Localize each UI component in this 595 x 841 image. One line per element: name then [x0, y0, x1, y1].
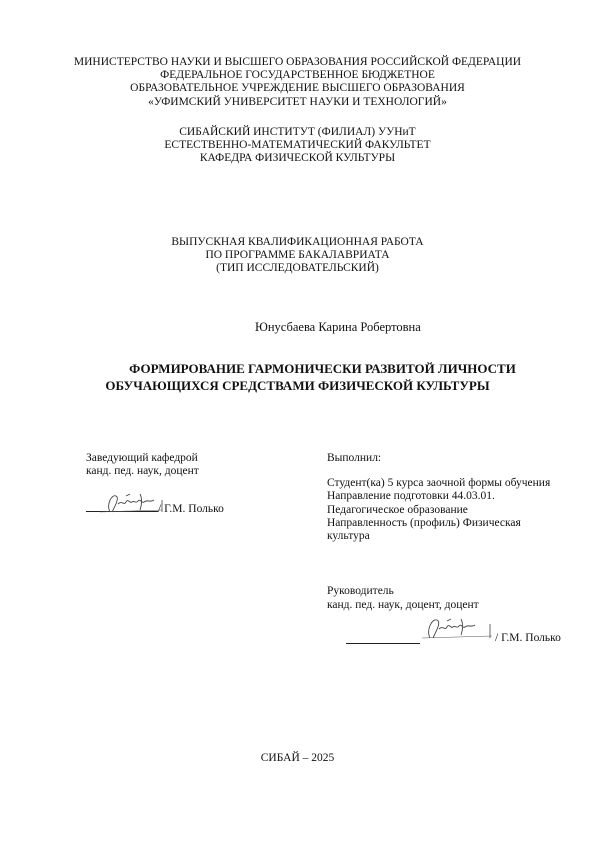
institute-line: СИБАЙСКИЙ ИНСТИТУТ (ФИЛИАЛ) УУНиТ	[179, 126, 416, 138]
performer-line: Студент(ка) 5 курса заочной формы обучения	[327, 477, 551, 490]
institute-line: КАФЕДРА ФИЗИЧЕСКОЙ КУЛЬТУРЫ	[199, 152, 396, 165]
ministry-header	[0, 56, 595, 109]
performer-block	[327, 452, 572, 612]
handwritten-signature	[420, 612, 498, 642]
performer-line: Направленность (профиль) Физическая культура	[327, 516, 521, 543]
ministry-line: «УФИМСКИЙ УНИВЕРСИТЕТ НАУКИ И ТЕХНОЛОГИЙ»	[148, 95, 447, 108]
head-degree: канд. пед. наук, доцент	[86, 465, 199, 478]
head-signature-row	[86, 490, 286, 520]
supervisor-role: Руководитель	[327, 585, 394, 598]
ministry-line: МИНИСТЕРСТВО НАУКИ И ВЫСШЕГО ОБРАЗОВАНИЯ РОССИЙСКОЙ ФЕДЕРАЦИИ	[73, 56, 522, 68]
supervisor-signature-row	[346, 612, 576, 642]
city-year: СИБАЙ – 2025	[260, 752, 335, 764]
performer-line: Педагогическое образование	[327, 503, 468, 516]
supervisor-signature-name: / Г.М. Полько	[495, 632, 561, 644]
work-type-line: ПО ПРОГРАММЕ БАКАЛАВРИАТА	[205, 249, 390, 262]
work-type	[0, 236, 595, 276]
performer-line: Направление подготовки 44.03.01.	[327, 490, 495, 503]
ministry-line: ФЕДЕРАЛЬНОЕ ГОСУДАРСТВЕННОЕ БЮДЖЕТНОЕ	[160, 69, 435, 82]
performer-label: Выполнил:	[327, 452, 382, 464]
topic-line: ФОРМИРОВАНИЕ ГАРМОНИЧЕСКИ РАЗВИТОЙ ЛИЧНОСТИ	[129, 361, 516, 376]
supervisor-degree: канд. пед. наук, доцент, доцент	[327, 598, 479, 611]
work-type-line: ВЫПУСКНАЯ КВАЛИФИКАЦИОННАЯ РАБОТА	[171, 236, 424, 248]
signature-line	[346, 643, 420, 644]
head-of-department-block	[86, 452, 286, 520]
institute-line: ЕСТЕСТВЕННО-МАТЕМАТИЧЕСКИЙ ФАКУЛЬТЕТ	[164, 139, 431, 152]
ministry-line: ОБРАЗОВАТЕЛЬНОЕ УЧРЕЖДЕНИЕ ВЫСШЕГО ОБРАЗОВАНИЯ	[130, 82, 465, 95]
institute-header	[0, 126, 595, 166]
thesis-topic	[0, 361, 595, 395]
head-role: Заведующий кафедрой	[86, 452, 198, 464]
topic-line: ОБУЧАЮЩИХСЯ СРЕДСТВАМИ ФИЗИЧЕСКОЙ КУЛЬТУРЫ	[105, 377, 490, 393]
author-name: Юнусбаева Карина Робертовна	[255, 320, 421, 334]
head-signature-name: / Г.М. Полько	[158, 503, 224, 516]
work-type-line: (ТИП ИССЛЕДОВАТЕЛЬСКИЙ)	[216, 262, 379, 275]
